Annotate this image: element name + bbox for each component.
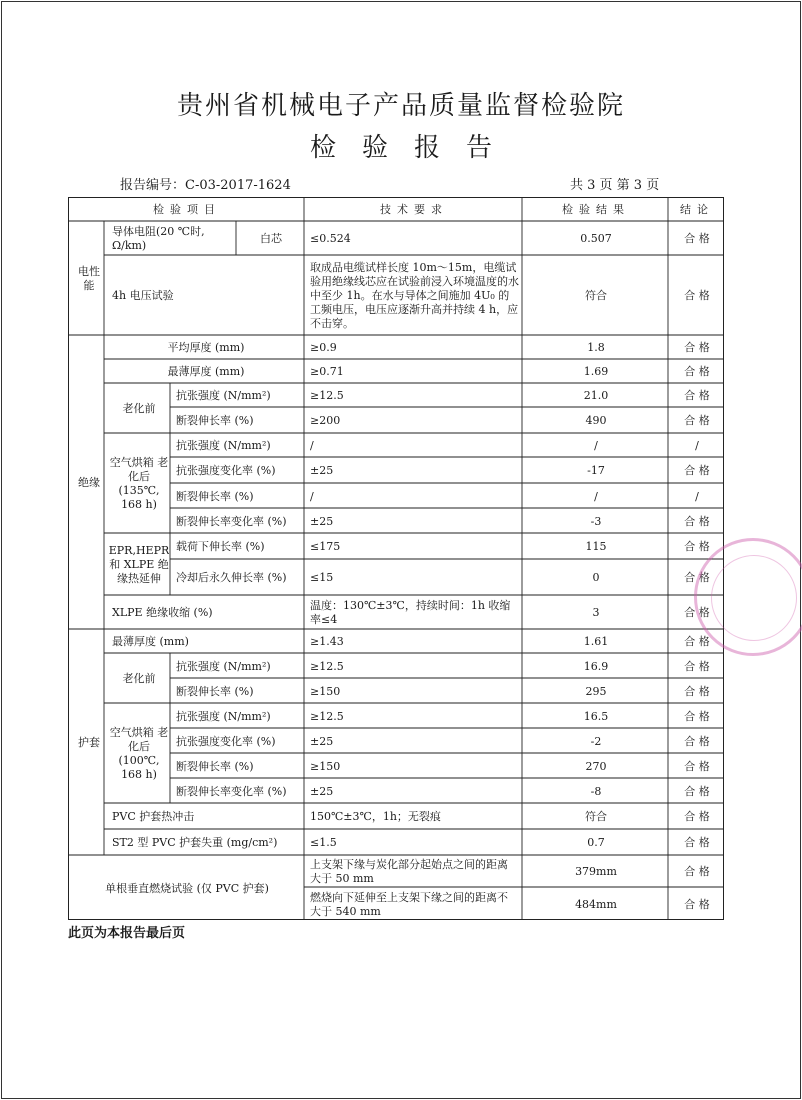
row5-req: ≥12.5 [310,389,344,402]
row11-result: 115 [585,540,607,553]
row15-result: 16.9 [583,659,609,673]
row17-result: 16.5 [583,709,609,723]
row21-result: 符合 [585,810,607,823]
row17-req: ≥12.5 [310,709,344,723]
row18-req: ±25 [310,734,334,748]
ins-aging-label: 老化前 [122,402,156,415]
row13-req: 温度：130℃±3℃，持续时间：1h 收缩率≤4 [310,599,511,626]
row3-item: 平均厚度 (mm) [167,341,245,354]
row9-concl: / [695,489,699,503]
row10-concl: 合 格 [684,514,710,528]
row12-result: 0 [592,571,600,584]
row21-req: 150℃±3℃，1h；无裂痕 [310,810,441,823]
row13-item: XLPE 绝缘收缩 (%) [112,606,213,619]
row9-req: / [310,489,314,503]
row23-concl: 合 格 [684,865,710,878]
row13-result: 3 [592,606,600,619]
row14-item: 最薄厚度 (mm) [112,635,189,648]
group-insulation: 绝缘 [78,476,100,489]
row3-result: 1.8 [587,341,605,354]
row7-concl: / [695,439,699,452]
row6-concl: 合 格 [684,414,710,427]
ins-hotset-label: EPR,HEPR 和 XLPE 绝缘热延伸 [109,544,169,585]
row18-item: 抗张强度变化率 (%) [176,734,276,748]
page-info: 共 3 页 第 3 页 [570,178,660,193]
group-sheath: 护套 [78,736,100,749]
row7-req: / [310,439,314,452]
row14-result: 1.61 [583,635,609,648]
row19-item: 断裂伸长率 (%) [176,759,254,773]
row22-result: 0.7 [587,836,605,849]
report-title: 检验报告 [309,133,518,163]
footer-note: 此页为本报告最后页 [68,926,186,941]
gridline-group [68,197,724,920]
row19-concl: 合 格 [684,759,710,773]
col-header-requirement: 技术要求 [380,203,448,216]
row1-concl: 合 格 [684,232,710,245]
row8-result: -17 [587,464,605,477]
row22-req: ≤1.5 [310,836,337,849]
row13-concl: 合 格 [684,606,710,619]
row20-concl: 合 格 [684,784,710,798]
col-header-conclusion: 结论 [680,203,714,216]
row19-req: ≥150 [310,759,341,773]
row8-concl: 合 格 [684,464,710,477]
row19-result: 270 [585,759,607,773]
row7-result: / [594,439,598,452]
sh-aging-label: 老化前 [122,672,156,685]
row5-item: 抗张强度 (N/mm²) [176,389,271,402]
row11-concl: 合 格 [684,540,710,553]
row23-result: 379mm [575,865,617,878]
ins-oven-label: 空气烘箱 老化后 (135℃, 168 h) [109,456,169,511]
row14-concl: 合 格 [684,635,710,648]
row4-req: ≥0.71 [310,365,344,378]
row10-item: 断裂伸长率变化率 (%) [176,514,287,528]
row5-concl: 合 格 [684,389,710,402]
row9-result: / [594,489,598,503]
table-gridlines [68,197,724,920]
row3-concl: 合 格 [684,341,710,354]
row8-item: 抗张强度变化率 (%) [176,464,276,477]
official-seal-stamp [694,538,802,656]
report-number: 报告编号：C-03-2017-1624 [120,178,291,193]
row24-result: 484mm [575,897,617,911]
flame-test-label: 单根垂直燃烧试验 (仅 PVC 护套) [105,881,269,895]
row11-item: 载荷下伸长率 (%) [176,540,265,553]
row5-result: 21.0 [583,389,609,402]
row12-req: ≤15 [310,571,334,584]
row1-req: ≤0.524 [310,232,351,245]
row23-req: 上支架下缘与炭化部分起始点之间的距离大于 50 mm [310,858,508,885]
row3-req: ≥0.9 [310,341,337,354]
row2-result: 符合 [585,289,607,302]
row21-item: PVC 护套热冲击 [112,810,195,823]
row22-item: ST2 型 PVC 护套失重 (mg/cm²) [112,836,278,849]
row1-item: 导体电阻(20 ℃时, Ω/km) [112,225,205,252]
row2-req: 取成品电缆试样长度 10m～15m，电缆试验用绝缘线芯应在试验前浸入环境温度的水中至少 1h。在水与导体之间施加 4U₀ 的工频电压，电压应逐渐升高并持续 4 h，应不击穿。 [310,261,519,330]
row15-req: ≥12.5 [310,659,344,673]
row15-item: 抗张强度 (N/mm²) [176,659,271,673]
row17-concl: 合 格 [684,709,710,723]
row24-concl: 合 格 [684,897,710,911]
row16-req: ≥150 [310,684,341,698]
row6-item: 断裂伸长率 (%) [176,414,254,427]
row8-req: ±25 [310,464,334,477]
row6-req: ≥200 [310,414,341,427]
row6-result: 490 [585,414,607,427]
row16-concl: 合 格 [684,684,710,698]
group-electrical: 电性能 [78,265,100,292]
row2-item: 4h 电压试验 [112,289,174,302]
row22-concl: 合 格 [684,836,710,849]
row16-result: 295 [585,684,607,698]
row24-req: 燃烧向下延伸至上支架下缘之间的距离不大于 540 mm [310,890,508,918]
row4-concl: 合 格 [684,365,710,378]
row17-item: 抗张强度 (N/mm²) [176,709,271,723]
row10-req: ±25 [310,514,334,528]
row16-item: 断裂伸长率 (%) [176,684,254,698]
row20-req: ±25 [310,784,334,798]
institute-title: 贵州省机械电子产品质量监督检验院 [176,91,625,121]
row14-req: ≥1.43 [310,635,344,648]
row12-concl: 合 格 [684,571,710,584]
row1-sub: 白芯 [260,232,282,245]
row20-result: -8 [590,784,602,798]
row15-concl: 合 格 [684,659,710,673]
row1-result: 0.507 [580,232,612,245]
row9-item: 断裂伸长率 (%) [176,489,254,503]
sh-oven-label: 空气烘箱 老化后 (100℃, 168 h) [109,726,169,781]
row11-req: ≤175 [310,540,341,553]
row18-concl: 合 格 [684,734,710,748]
row10-result: -3 [590,514,602,528]
col-header-result: 检验结果 [562,203,630,216]
row18-result: -2 [590,734,602,748]
row4-result: 1.69 [583,365,609,378]
row12-item: 冷却后永久伸长率 (%) [176,571,287,584]
row2-concl: 合 格 [684,289,710,302]
row7-item: 抗张强度 (N/mm²) [176,439,271,452]
row20-item: 断裂伸长率变化率 (%) [176,784,287,798]
row21-concl: 合 格 [684,810,710,823]
row4-item: 最薄厚度 (mm) [167,365,245,378]
col-header-item: 检验项目 [153,203,221,216]
